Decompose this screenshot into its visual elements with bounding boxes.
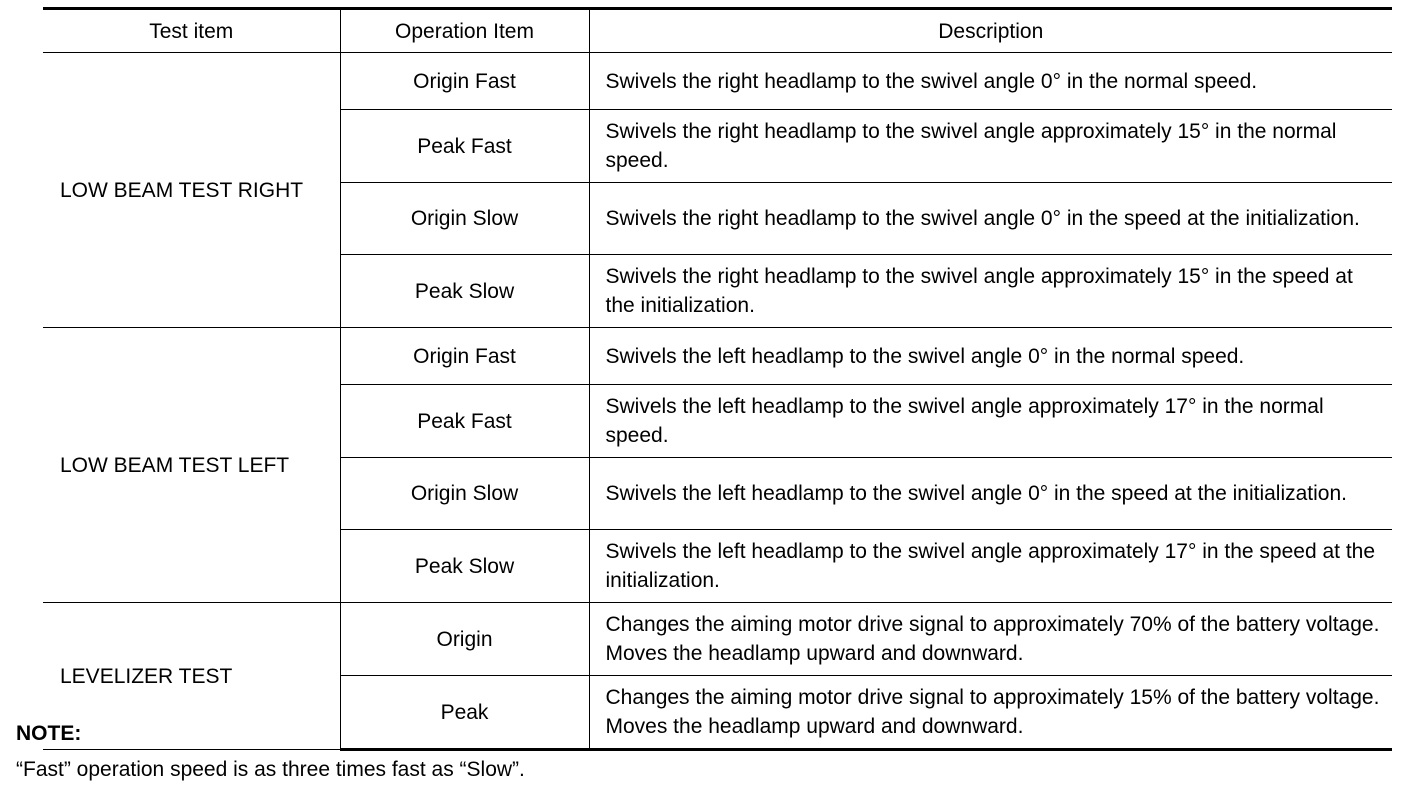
operation-item: Origin Slow: [340, 183, 589, 255]
header-operation-item: Operation Item: [340, 9, 589, 53]
note-text: “Fast” operation speed is as three times fast as “Slow”.: [16, 758, 525, 781]
description-cell: Changes the aiming motor drive signal to approximately 15% of the battery voltage. Moves the headlamp upward and downward.: [589, 676, 1392, 750]
operation-item: Origin: [340, 603, 589, 676]
operation-item: Peak Slow: [340, 255, 589, 328]
description-cell: Swivels the right headlamp to the swivel angle 0° in the normal speed.: [589, 53, 1392, 110]
description-cell: Swivels the left headlamp to the swivel angle 0° in the normal speed.: [589, 328, 1392, 385]
description-cell: Swivels the left headlamp to the swivel angle approximately 17° in the normal speed.: [589, 385, 1392, 458]
note-label: NOTE:: [16, 722, 82, 745]
operation-item: Origin Slow: [340, 458, 589, 530]
header-test-item: Test item: [43, 9, 340, 53]
headlamp-test-table: [43, 7, 1392, 751]
description-cell: Changes the aiming motor drive signal to approximately 70% of the battery voltage. Moves the headlamp upward and downward.: [589, 603, 1392, 676]
header-description: Description: [589, 9, 1392, 53]
test-item-low-beam-left: LOW BEAM TEST LEFT: [43, 328, 340, 603]
operation-item: Origin Fast: [340, 53, 589, 110]
description-cell: Swivels the right headlamp to the swivel angle approximately 15° in the speed at the initialization.: [589, 255, 1392, 328]
operation-item: Peak Fast: [340, 385, 589, 458]
table-row: [43, 53, 1392, 110]
test-item-low-beam-right: LOW BEAM TEST RIGHT: [43, 53, 340, 328]
table-row: [43, 328, 1392, 385]
description-cell: Swivels the right headlamp to the swivel angle approximately 15° in the normal speed.: [589, 110, 1392, 183]
operation-item: Peak Fast: [340, 110, 589, 183]
description-cell: Swivels the right headlamp to the swivel angle 0° in the speed at the initialization.: [589, 183, 1392, 255]
description-cell: Swivels the left headlamp to the swivel angle approximately 17° in the speed at the initialization.: [589, 530, 1392, 603]
operation-item: Peak Slow: [340, 530, 589, 603]
table-row: [43, 603, 1392, 676]
description-cell: Swivels the left headlamp to the swivel angle 0° in the speed at the initialization.: [589, 458, 1392, 530]
operation-item: Origin Fast: [340, 328, 589, 385]
operation-item: Peak: [340, 676, 589, 750]
test-item-levelizer: LEVELIZER TEST: [43, 603, 340, 750]
table-header-row: [43, 9, 1392, 53]
